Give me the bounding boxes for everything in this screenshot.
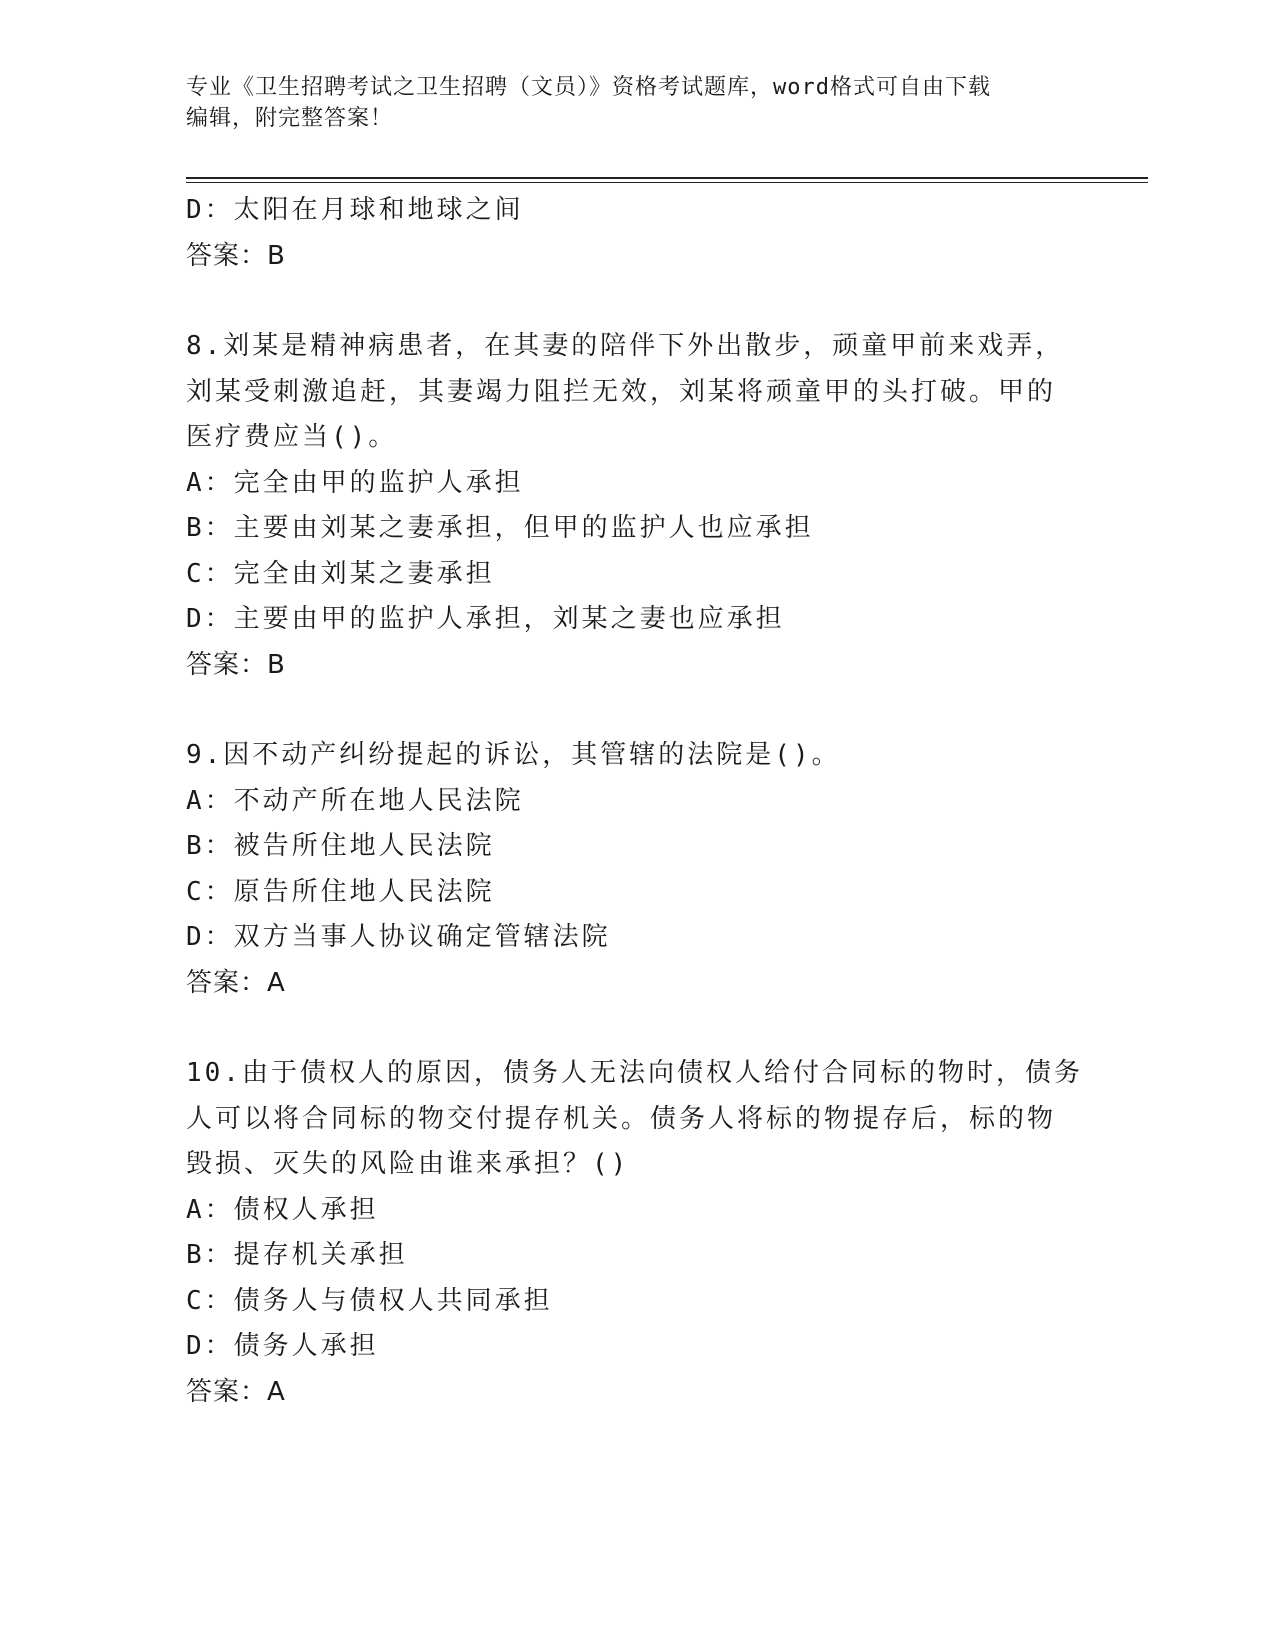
- option-a: A：完全由甲的监护人承担: [186, 467, 524, 498]
- header-divider: [186, 177, 1148, 179]
- header-divider-thin: [186, 182, 1148, 183]
- question-stem-line: 人可以将合同标的物交付提存机关。债务人将标的物提存后，标的物: [186, 1103, 1057, 1134]
- spacer: [186, 688, 1086, 733]
- question-stem-line: 8.刘某是精神病患者，在其妻的陪伴下外出散步，顽童甲前来戏弄，: [186, 331, 1065, 361]
- spacer: [186, 1006, 1086, 1051]
- option-d: D：债务人承担: [186, 1331, 379, 1361]
- option-c: C：完全由刘某之妻承担: [186, 558, 495, 589]
- question-stem-line: 毁损、灭失的风险由谁来承担？(): [186, 1149, 630, 1179]
- question-10: [186, 1051, 1086, 1415]
- option-a: A：不动产所在地人民法院: [186, 785, 524, 816]
- option-a: A：债权人承担: [186, 1194, 379, 1225]
- option-d: D：太阳在月球和地球之间: [186, 195, 524, 225]
- question-9: [186, 733, 1086, 1006]
- header-line: 专业《卫生招聘考试之卫生招聘（文员）》资格考试题库，word格式可自由下载: [186, 75, 991, 100]
- option-d: D：主要由甲的监护人承担，刘某之妻也应承担: [186, 604, 785, 634]
- spacer: [186, 279, 1086, 324]
- option-c: C：债务人与债权人共同承担: [186, 1285, 553, 1316]
- page-header: [186, 72, 1086, 134]
- question-stem-line: 刘某受刺激追赶，其妻竭力阻拦无效，刘某将顽童甲的头打破。甲的: [186, 376, 1057, 407]
- option-d: D：双方当事人协议确定管辖法院: [186, 922, 611, 952]
- answer-line: 答案：B: [186, 649, 286, 680]
- option-b: B：提存机关承担: [186, 1240, 408, 1270]
- question-stem-line: 10.由于债权人的原因，债务人无法向债权人给付合同标的物时，债务: [186, 1058, 1083, 1088]
- question-content: [186, 188, 1086, 1415]
- question-stem-line: 9.因不动产纠纷提起的诉讼，其管辖的法院是()。: [186, 740, 841, 770]
- header-line: 编辑，附完整答案！: [186, 106, 394, 131]
- question-stem-line: 医疗费应当()。: [186, 422, 398, 452]
- prev-question-tail: [186, 188, 1086, 279]
- option-b: B：被告所住地人民法院: [186, 831, 495, 861]
- answer-line: 答案：B: [186, 240, 286, 271]
- question-8: [186, 324, 1086, 688]
- option-b: B：主要由刘某之妻承担，但甲的监护人也应承担: [186, 513, 814, 543]
- answer-line: 答案：A: [186, 1376, 286, 1407]
- option-c: C：原告所住地人民法院: [186, 876, 495, 907]
- answer-line: 答案：A: [186, 967, 286, 998]
